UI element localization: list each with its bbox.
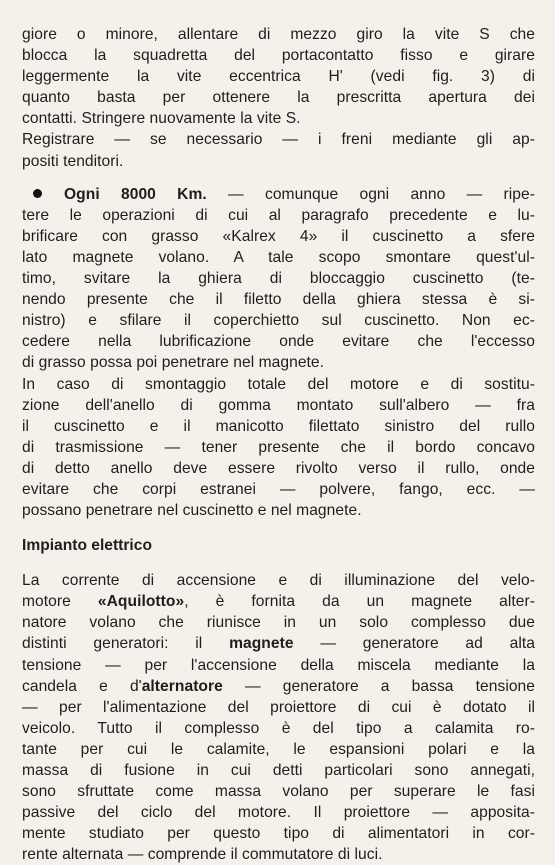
text-line: rente alternata — comprende il commutatore di luci. — [22, 846, 383, 864]
text-line: tante per cui le calamite, le espansioni polari e la — [22, 740, 535, 758]
text-line: timo, svitare la ghiera di bloccaggio cuscinetto (te- — [22, 270, 535, 288]
text-line: passive del ciclo del motore. Il proiettore — apposita- — [22, 804, 535, 822]
text-segment: motore — [22, 593, 98, 611]
text-line: positi tenditori. — [22, 152, 124, 170]
text-line: contatti. Stringere nuovamente la vite S. — [22, 110, 301, 128]
text-line — [22, 591, 535, 612]
text-line: tensione — per l'accensione della miscela mediante la — [22, 656, 535, 674]
text-line: mente studiato per questo tipo di alimentatori in cor- — [22, 825, 535, 843]
text-line: di grasso possa poi penetrare nel magnete. — [22, 354, 325, 372]
text-line — [22, 676, 535, 697]
bold-text: alternatore — [141, 677, 223, 695]
text-line: il cuscinetto e il manicotto filettato sinistro del rullo — [22, 417, 535, 435]
spacer — [22, 172, 535, 184]
bold-text: magnete — [229, 635, 294, 653]
text-segment: , è fornita da un magnete alter- — [184, 593, 536, 611]
lead-rest: — comunque ogni anno — ripe- — [206, 185, 535, 203]
section-heading: Impianto elettrico — [22, 537, 152, 555]
text-line: sono sfruttate come massa volano per superare le fasi — [22, 783, 535, 801]
text-line: massa di fusione in cui detti particolari sono annegati, — [22, 762, 535, 779]
text-line: nistro) e sfilare il coperchietto sul cuscinetto. Non ec- — [22, 312, 535, 330]
text-line: brificare con grasso «Kalrex 4» il cuscinetto a sfere — [22, 227, 535, 245]
text-segment: candela e d' — [22, 677, 142, 695]
text-line: quanto basta per ottenere la prescritta apertura dei — [22, 89, 535, 107]
text-segment: — generatore a bassa tensione — [222, 677, 535, 695]
document-page — [22, 24, 535, 865]
text-line: leggermente la vite eccentrica H' (vedi fig. 3) di — [22, 68, 535, 86]
paragraph-impianto-elettrico — [22, 570, 535, 865]
text-line: lato magnete volano. A tale scopo smontare quest'ul- — [22, 248, 535, 266]
text-line: possano penetrare nel cuscinetto e nel magnete. — [22, 502, 362, 520]
bold-text: «Aquilotto» — [97, 593, 185, 611]
paragraph-8000km — [22, 184, 535, 522]
text-line: giore o minore, allentare di mezzo giro la vite S che — [22, 26, 535, 43]
text-line: natore volano che riunisce in un solo complesso due — [22, 614, 535, 632]
text-line: cedere nella lubrificazione onde evitare che l'eccesso — [22, 333, 535, 351]
lead-bold: Ogni 8000 Km. — [64, 185, 207, 203]
text-line: tere le operazioni di cui al paragrafo precedente e lu- — [22, 206, 535, 224]
text-line: — per l'alimentazione del proiettore di cui è dotato il — [22, 698, 535, 716]
text-line: zione dell'anello di gomma montato sull'albero — fra — [22, 396, 535, 414]
text-line: In caso di smontaggio totale del motore e di sostitu- — [22, 375, 535, 393]
text-line: nendo presente che il filetto della ghiera stessa è si- — [22, 291, 535, 309]
text-segment: — generatore ad alta — [293, 635, 535, 653]
text-line: blocca la squadretta del portacontatto fisso e girare — [22, 47, 535, 65]
text-line: Registrare — se necessario — i freni mediante gli ap- — [22, 131, 535, 149]
text-line: di trasmissione — tener presente che il bordo concavo — [22, 438, 535, 456]
text-line: La corrente di accensione e di illuminazione del velo- — [22, 572, 535, 590]
text-line: veicolo. Tutto il complesso è del tipo a calamita ro- — [22, 719, 535, 737]
bullet-icon — [33, 189, 42, 198]
text-line — [22, 184, 535, 205]
text-segment: distinti generatori: il — [22, 635, 230, 653]
text-line: di detto anello deve essere rivolto verso il rullo, onde — [22, 459, 535, 477]
text-line — [22, 633, 535, 654]
text-line: evitare che corpi estranei — polvere, fango, ecc. — — [22, 480, 535, 498]
paragraph-registration — [22, 24, 535, 172]
